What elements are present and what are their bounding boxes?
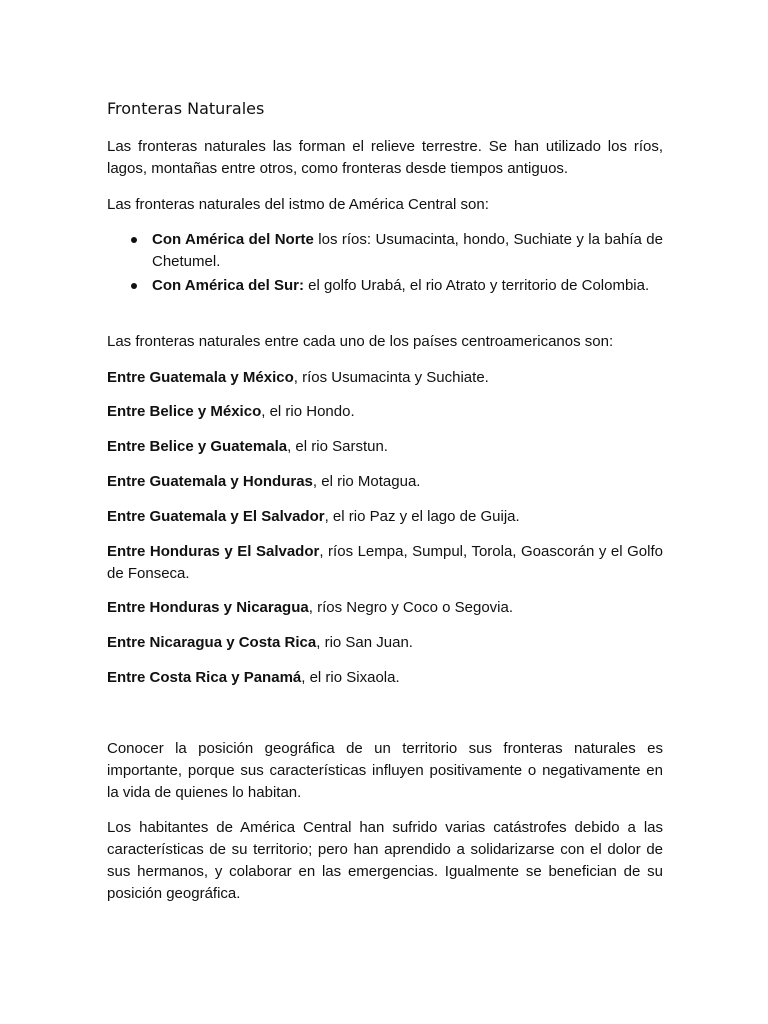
- border-line: [107, 471, 420, 493]
- border-line: [107, 667, 400, 689]
- border-bold: Entre Guatemala y Honduras: [107, 473, 313, 490]
- bullet-text: los ríos: Usumacinta, hondo, Suchiate y la bahía de Chetumel.: [152, 231, 663, 270]
- border-text: , el rio Paz y el lago de Guija.: [324, 508, 520, 525]
- border-bold: Entre Belice y Guatemala: [107, 438, 288, 455]
- border-line: [107, 541, 663, 585]
- bullet-text: el golfo Urabá, el rio Atrato y territorio de Colombia.: [303, 277, 650, 294]
- bullet-bold: Con América del Norte: [152, 231, 314, 248]
- list-item: [107, 229, 663, 273]
- border-line: [107, 506, 520, 528]
- border-bold: Entre Honduras y El Salvador: [107, 543, 320, 560]
- border-line: [107, 401, 355, 423]
- border-bold: Entre Costa Rica y Panamá: [107, 669, 302, 686]
- border-text: , ríos Lempa, Sumpul, Torola, Goascorán y el Golfo de Fonseca.: [107, 543, 663, 582]
- istmo-borders-list: [107, 229, 663, 299]
- border-text: , el rio Sarstun.: [287, 438, 388, 455]
- border-bold: Entre Guatemala y México: [107, 369, 294, 386]
- border-text: , el rio Hondo.: [261, 403, 355, 420]
- countries-heading: Las fronteras naturales entre cada uno de los países centroamericanos son:: [107, 333, 614, 350]
- border-text: , el rio Motagua.: [312, 473, 421, 490]
- border-line: [107, 436, 388, 458]
- bullet-icon: [131, 283, 137, 289]
- border-text: , el rio Sixaola.: [301, 669, 400, 686]
- border-line: [107, 367, 489, 389]
- border-bold: Entre Belice y México: [107, 403, 262, 420]
- conclusion-paragraph: Los habitantes de América Central han sufrido varias catástrofes debido a las características de su territorio; pero han aprendido a solidarizarse con el dolor de sus hermanos, y colaborar en las emergencias. Igualmente se benefician de su posición geográfica.: [107, 819, 663, 902]
- border-text: , rio San Juan.: [316, 634, 413, 651]
- bullet-icon: [131, 237, 137, 243]
- conclusion-paragraph: Conocer la posición geográfica de un territorio sus fronteras naturales es importante, porque sus características influyen positivamente o negativamente en la vida de quienes lo habitan.: [107, 740, 663, 801]
- border-text: , ríos Usumacinta y Suchiate.: [293, 369, 489, 386]
- border-line: [107, 597, 513, 619]
- border-line: [107, 632, 413, 654]
- document-title: Fronteras Naturales: [107, 99, 265, 118]
- bullet-bold: Con América del Sur:: [152, 277, 304, 294]
- intro-paragraph: Las fronteras naturales las forman el relieve terrestre. Se han utilizado los ríos, lagos, montañas entre otros, como fronteras desde tiempos antiguos.: [107, 138, 663, 177]
- border-bold: Entre Guatemala y El Salvador: [107, 508, 325, 525]
- border-text: , ríos Negro y Coco o Segovia.: [308, 599, 513, 616]
- istmo-heading: Las fronteras naturales del istmo de América Central son:: [107, 196, 489, 213]
- list-item: [107, 275, 663, 297]
- border-bold: Entre Honduras y Nicaragua: [107, 599, 309, 616]
- border-bold: Entre Nicaragua y Costa Rica: [107, 634, 317, 651]
